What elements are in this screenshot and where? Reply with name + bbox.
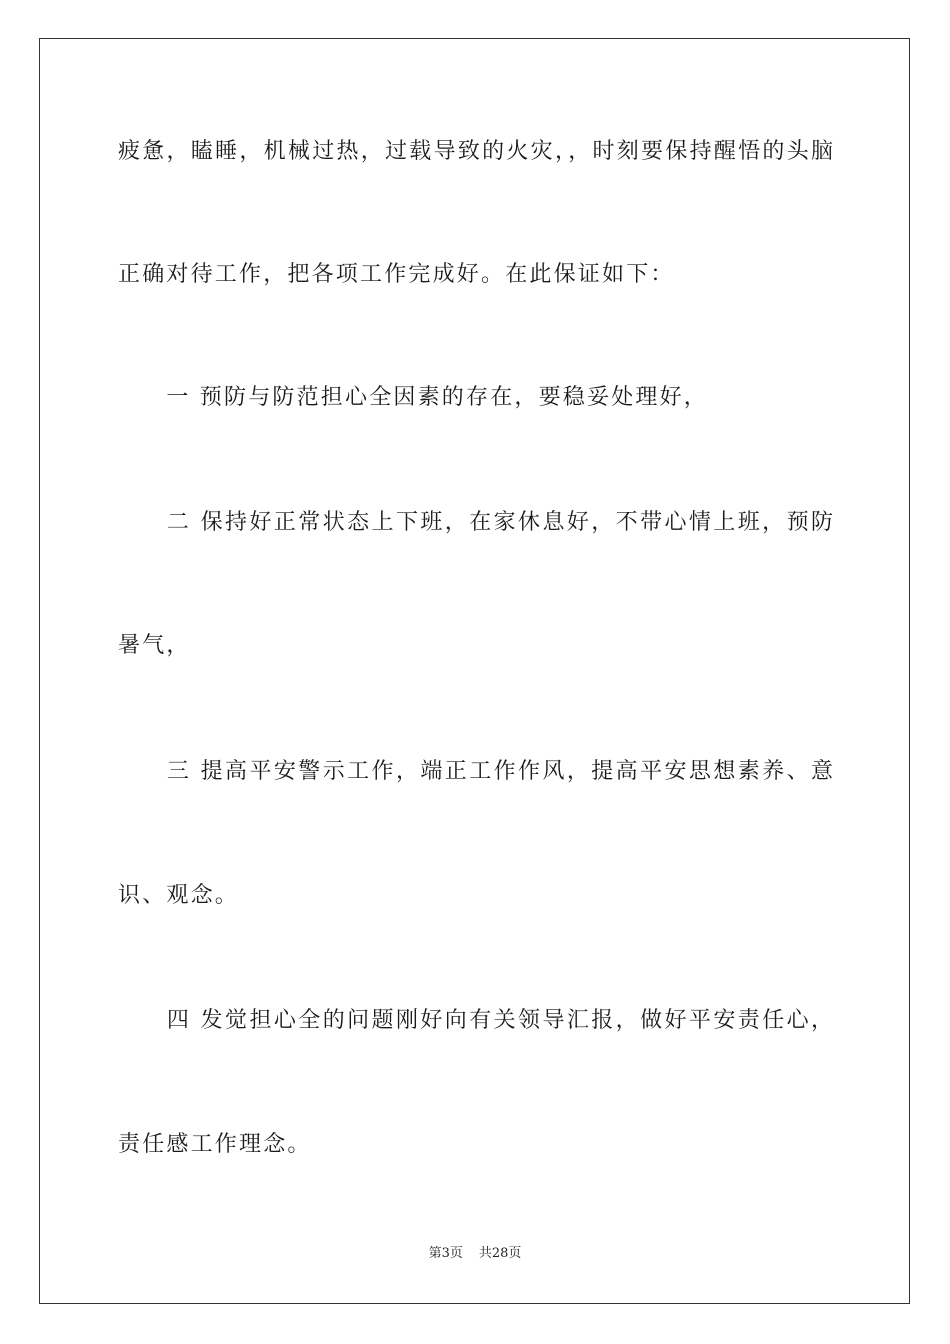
body-text-line-2: 正确对待工作，把各项工作完成好。在此保证如下： bbox=[118, 262, 675, 287]
total-page-count: 共28页 bbox=[478, 1246, 522, 1261]
list-item-3: 三 提高平安警示工作，端正工作作风，提高平安思想素养、意 bbox=[118, 759, 833, 784]
list-item-3-continued: 识、观念。 bbox=[118, 883, 240, 908]
list-item-1: 一 预防与防范担心全因素的存在，要稳妥处理好， bbox=[118, 385, 708, 410]
body-text-line-1: 疲惫，瞌睡，机械过热，过载导致的火灾，，时刻要保持醒悟的头脑 bbox=[118, 139, 833, 164]
list-item-2-continued: 暑气， bbox=[118, 633, 191, 658]
list-item-4: 四 发觉担心全的问题刚好向有关领导汇报，做好平安责任心， bbox=[118, 1008, 833, 1033]
list-item-2: 二 保持好正常状态上下班，在家休息好，不带心情上班，预防 bbox=[118, 510, 833, 535]
page-border bbox=[39, 38, 910, 1304]
page-footer bbox=[0, 1245, 950, 1263]
list-item-4-continued: 责任感工作理念。 bbox=[118, 1132, 312, 1157]
current-page-number: 第3页 bbox=[428, 1246, 463, 1261]
